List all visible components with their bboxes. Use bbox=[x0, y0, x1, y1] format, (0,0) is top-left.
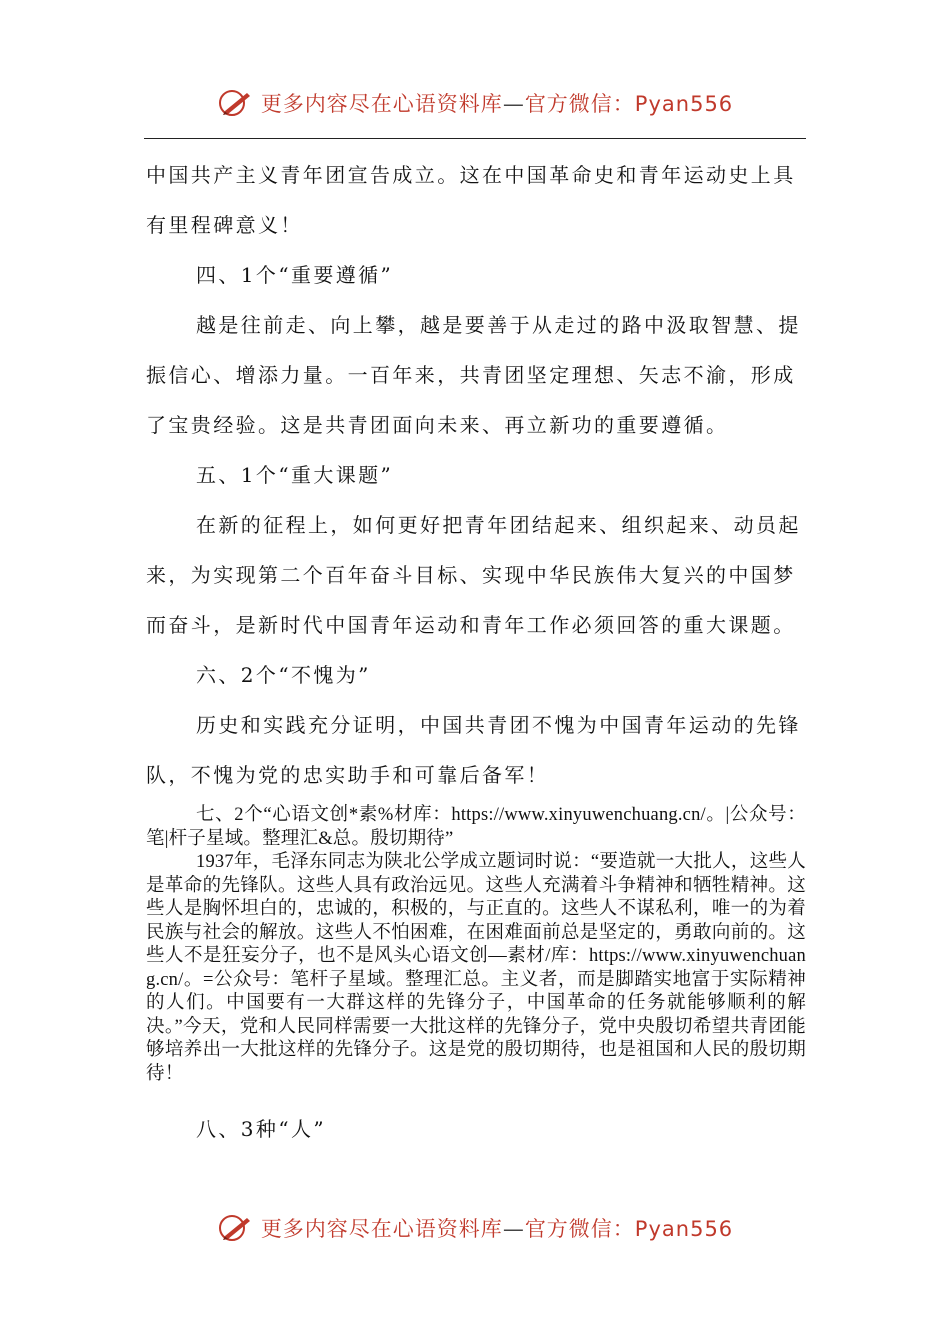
header-banner bbox=[0, 83, 950, 123]
section-heading: 五、1个“重大课题” bbox=[196, 463, 394, 487]
header-text: 更多内容尽在心语资料库—官方微信：Pyan556 bbox=[260, 92, 734, 116]
paragraph: 历史和实践充分证明，中国共青团不愧为中国青年运动的先锋队，不愧为党的忠实助手和可靠后备军！ bbox=[146, 713, 801, 787]
paragraph: 越是往前走、向上攀，越是要善于从走过的路中汲取智慧、提振信心、增添力量。一百年来，共青团坚定理想、矢志不渝，形成了宝贵经验。这是共青团面向未来、再立新功的重要遵循。 bbox=[146, 313, 801, 437]
document-body bbox=[146, 150, 806, 1154]
section-heading: 六、2个“不愧为” bbox=[196, 663, 371, 687]
footer-banner bbox=[0, 1208, 950, 1248]
small-print-block bbox=[146, 804, 806, 1086]
footer-text: 更多内容尽在心语资料库—官方微信：Pyan556 bbox=[260, 1217, 734, 1241]
paragraph: 中国共产主义青年团宣告成立。这在中国革命史和青年运动史上具有里程碑意义！ bbox=[146, 163, 796, 237]
section-heading: 八、3种“人” bbox=[196, 1117, 326, 1141]
header-divider bbox=[144, 138, 806, 139]
pen-logo-icon bbox=[217, 87, 255, 119]
paragraph-small: 1937年，毛泽东同志为陕北公学成立题词时说：“要造就一大批人，这些人是革命的先锋队。这些人具有政治远见。这些人充满着斗争精神和牺牲精神。这些人是胸怀坦白的，忠诚的，积极的，与正直的。这些人不谋私利，唯一的为着民族与社会的解放。这些人不怕困难，在困难面前总是坚定的，勇敢向前的。这些人不是狂妄分子，也不是风头心语文创—素材/库：https://www.xinyuwenchuang.cn/。=公众号：笔杆子星域。整理汇总。主义者，而是脚踏实地富于实际精神的人们。中国要有一大群这样的先锋分子，中国革命的任务就能够顺利的解决。”今天，党和人民同样需要一大批这样的先锋分子，党中央殷切希望共青团能够培养出一大批这样的先锋分子。这是党的殷切期待，也是祖国和人民的殷切期待！ bbox=[146, 852, 806, 1084]
section-heading: 四、1个“重要遵循” bbox=[196, 263, 394, 287]
paragraph: 在新的征程上，如何更好把青年团结起来、组织起来、动员起来，为实现第二个百年奋斗目标、实现中华民族伟大复兴的中国梦而奋斗，是新时代中国青年运动和青年工作必须回答的重大课题。 bbox=[146, 513, 801, 637]
section-heading-small: 七、2个“心语文创*素%材库：https://www.xinyuwenchuang.cn/。|公众号：笔|杆子星域。整理汇&总。殷切期待” bbox=[146, 805, 806, 849]
pen-logo-icon bbox=[217, 1212, 255, 1244]
